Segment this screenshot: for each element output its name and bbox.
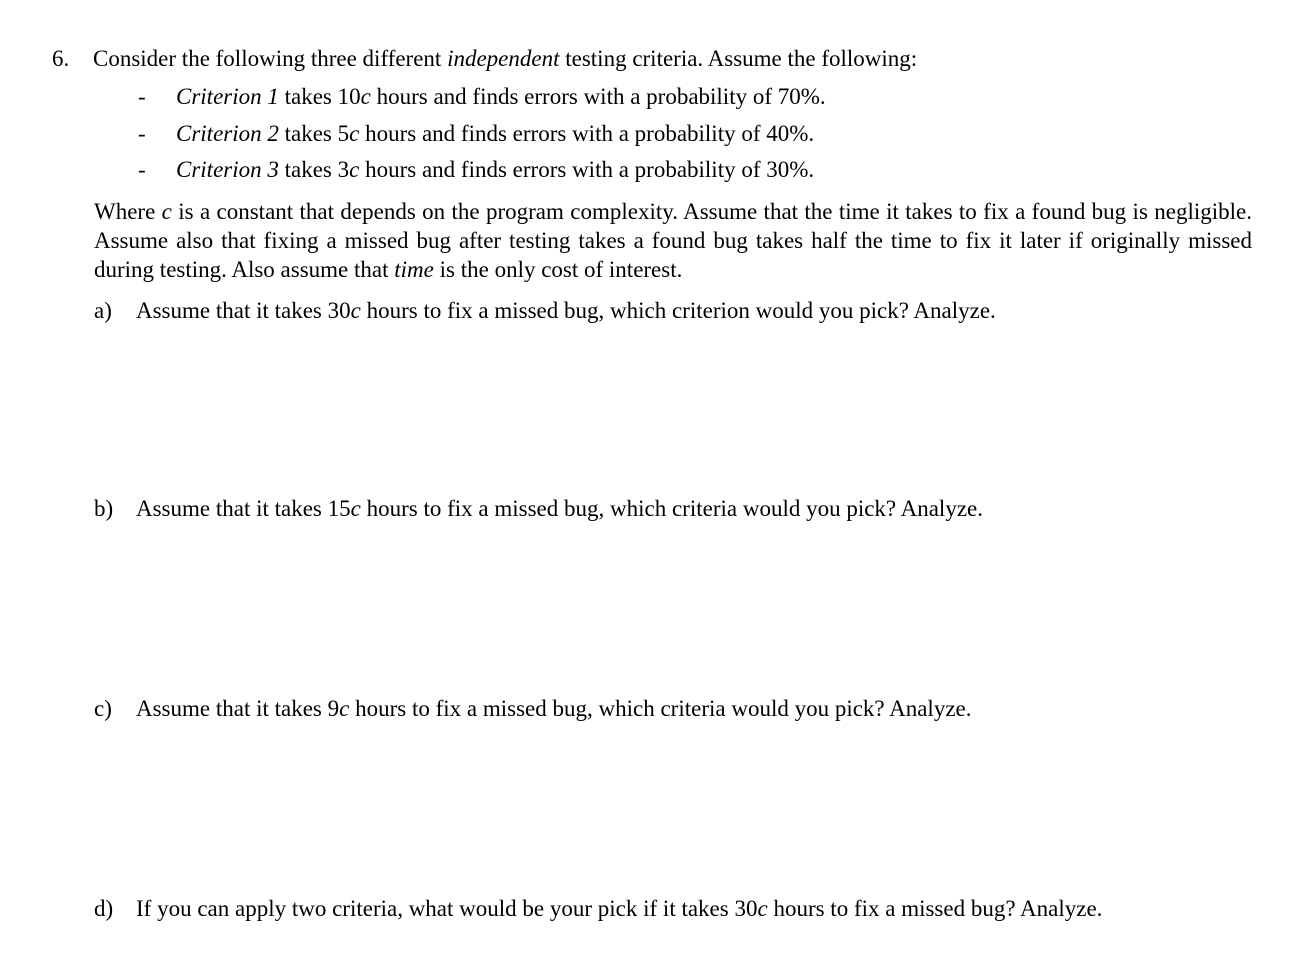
part-d-label: d) (94, 896, 114, 921)
part-b-variable: c (350, 496, 361, 521)
criterion-2-name: Criterion 2 (176, 121, 279, 146)
part-d-question (136, 894, 1102, 924)
criterion-3-bullet: - (138, 157, 146, 182)
criterion-2-probability: hours and finds errors with a probability of 40%. (359, 121, 815, 146)
assumptions-text-3: is the only cost of interest. (433, 257, 683, 282)
assumptions-text-2: is a constant that depends on the program complexity. Assume that the time it takes to fix a found bug is negligible. Assume also that fixing a missed bug after testing takes a found bug takes half the time to fix it later if originally missed during testing. Also assume that (94, 199, 1252, 282)
part-a-question (136, 296, 996, 326)
part-d-variable: c (757, 896, 768, 921)
part-d-text: If you can apply two criteria, what would be your pick if it takes 30 (136, 896, 758, 921)
part-d-text-end: hours to fix a missed bug? Analyze. (767, 896, 1103, 921)
assumptions-variable: c (161, 199, 172, 224)
part-b-label: b) (94, 496, 114, 521)
part-a-text: Assume that it takes 30 (136, 298, 351, 323)
part-c-variable: c (339, 696, 350, 721)
criterion-1-probability: hours and finds errors with a probability of 70%. (370, 84, 826, 109)
question-intro (93, 44, 917, 74)
criterion-2-bullet: - (138, 121, 146, 146)
question-number: 6. (52, 46, 70, 71)
part-a-label: a) (94, 298, 112, 323)
criterion-3-time: takes 3 (278, 157, 350, 182)
criterion-3-text (176, 155, 814, 185)
question-intro-text: Consider the following three different (93, 46, 448, 71)
assumptions-emphasis: time (394, 257, 434, 282)
part-b-question (136, 494, 983, 524)
question-intro-emphasis: independent (447, 46, 560, 71)
assumptions-paragraph (94, 197, 1252, 284)
part-b-text-end: hours to fix a missed bug, which criteria would you pick? Analyze. (360, 496, 983, 521)
criterion-3-name: Criterion 3 (176, 157, 279, 182)
criterion-2-time: takes 5 (278, 121, 350, 146)
assumptions-text-1: Where (94, 199, 162, 224)
part-a-text-end: hours to fix a missed bug, which criterion would you pick? Analyze. (360, 298, 996, 323)
criterion-3-probability: hours and finds errors with a probability of 30%. (359, 157, 815, 182)
criterion-1-bullet: - (138, 84, 146, 109)
criterion-1-time: takes 10 (278, 84, 361, 109)
criterion-3-variable: c (349, 157, 360, 182)
criterion-1-name: Criterion 1 (176, 84, 279, 109)
part-c-text-end: hours to fix a missed bug, which criteria would you pick? Analyze. (349, 696, 972, 721)
criterion-2-text (176, 119, 814, 149)
part-b-text: Assume that it takes 15 (136, 496, 351, 521)
part-a-variable: c (350, 298, 361, 323)
part-c-label: c) (94, 696, 112, 721)
part-c-question (136, 694, 972, 724)
part-c-text: Assume that it takes 9 (136, 696, 340, 721)
question-intro-text-end: testing criteria. Assume the following: (559, 46, 918, 71)
criterion-1-variable: c (360, 84, 371, 109)
criterion-2-variable: c (349, 121, 360, 146)
criterion-1-text (176, 82, 826, 112)
